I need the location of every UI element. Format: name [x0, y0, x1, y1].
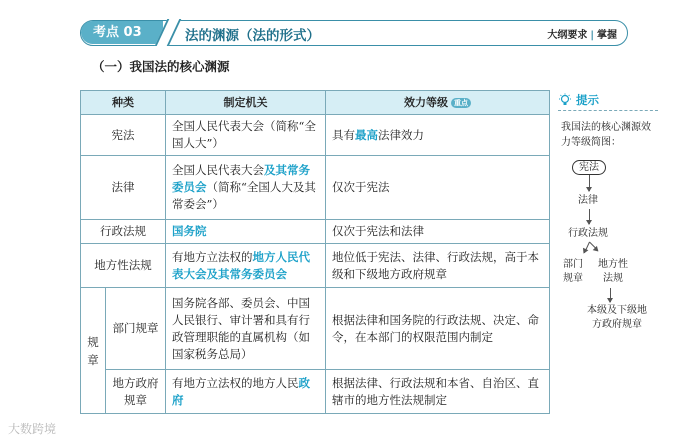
- col-header-type: 种类: [81, 91, 166, 115]
- organ-cell: 全国人民代表大会（简称“全国人大”）: [166, 115, 326, 156]
- table-header-row: [81, 91, 550, 115]
- highlight-text: 地方人民代表大会及其常务委员会: [172, 249, 310, 281]
- legal-sources-table: [80, 90, 550, 414]
- syllabus-requirement: [547, 26, 617, 41]
- table-row: [81, 370, 550, 414]
- effect-cell: 根据法律和国务院的行政法规、决定、命令，在本部门的权限范围内制定: [326, 288, 550, 370]
- tip-header: [558, 92, 658, 108]
- requirement-separator: |: [590, 30, 594, 41]
- flow-arrow: [584, 242, 590, 253]
- flow-node-constitution: 宪法: [572, 160, 606, 175]
- effect-cell: 仅次于宪法: [326, 156, 550, 220]
- flow-node-local-gov-rules: 本级及下级地方政府规章: [587, 305, 647, 330]
- col-header-effect-label: 效力等级: [404, 96, 448, 109]
- organ-cell: [166, 370, 326, 414]
- effect-cell: 仅次于宪法和法律: [326, 220, 550, 244]
- organ-text: 有地方立法权的地方人民: [172, 375, 299, 390]
- effect-text: 具有: [332, 127, 355, 142]
- lightbulb-icon: [558, 93, 572, 107]
- col-header-effect: [326, 91, 550, 115]
- highlight-text: 政府: [172, 375, 310, 407]
- organ-cell: [166, 220, 326, 244]
- flow-node-law: 法律: [578, 195, 598, 206]
- flow-arrow: [589, 175, 590, 191]
- type-cell: 法律: [81, 156, 166, 220]
- topic-header: [80, 20, 628, 46]
- topic-number-tag: 考点 03: [81, 21, 163, 44]
- flow-arrow: [610, 288, 611, 302]
- organ-cell: [166, 244, 326, 288]
- table-row: [81, 288, 550, 370]
- type-cell: 地方性法规: [81, 244, 166, 288]
- rules-group-cell: [81, 288, 106, 414]
- requirement-value: 掌握: [597, 30, 617, 41]
- table-row: [81, 220, 550, 244]
- requirement-label: 大纲要求: [547, 30, 588, 41]
- effect-cell: 根据法律、行政法规和本省、自治区、直辖市的地方性法规制定: [326, 370, 550, 414]
- watermark-logo: 大数跨境: [8, 422, 57, 436]
- highlight-text: 最高: [355, 127, 378, 142]
- type-cell: 宪法: [81, 115, 166, 156]
- organ-text: 有地方立法权的: [172, 249, 253, 264]
- table-row: [81, 244, 550, 288]
- table-row: [81, 115, 550, 156]
- section-title: （一）我国法的核心渊源: [92, 59, 230, 74]
- key-point-badge: 重点: [451, 98, 471, 108]
- col-header-organ: 制定机关: [166, 91, 326, 115]
- effect-cell: 地位低于宪法、法律、行政法规，高于本级和下级地方政府规章: [326, 244, 550, 288]
- type-cell: 部门规章: [106, 288, 166, 370]
- tip-intro: 我国法的核心渊源效力等级简图：: [561, 122, 651, 148]
- highlight-text: 国务院: [172, 224, 207, 238]
- highlight-text: 及其常务委员会: [172, 163, 310, 194]
- tip-title: 提示: [576, 93, 599, 107]
- tip-panel: [558, 92, 658, 330]
- type-cell: 地方政府规章: [106, 370, 166, 414]
- topic-title: 法的渊源（法的形式）: [185, 28, 320, 44]
- organ-text: （简称“全国人大及其常委会”）: [172, 180, 316, 211]
- effect-cell: [326, 115, 550, 156]
- organ-cell: [166, 156, 326, 220]
- effect-text: 法律效力: [378, 127, 424, 142]
- organ-text: 全国人民代表大会: [172, 163, 264, 177]
- organ-cell: 国务院各部、委员会、中国人民银行、审计署和具有行政管理职能的直属机构（如国家税务总局）: [166, 288, 326, 370]
- flow-node-dept-rules: 部门规章: [563, 259, 583, 284]
- flow-arrow: [589, 242, 598, 251]
- table-row: [81, 156, 550, 220]
- type-cell: 行政法规: [81, 220, 166, 244]
- flow-node-admin-reg: 行政法规: [568, 228, 608, 239]
- flow-arrow: [589, 209, 590, 224]
- rules-group-label: 规章: [87, 334, 99, 367]
- flow-node-local-reg: 地方性法规: [598, 259, 628, 284]
- tip-divider: [558, 110, 658, 111]
